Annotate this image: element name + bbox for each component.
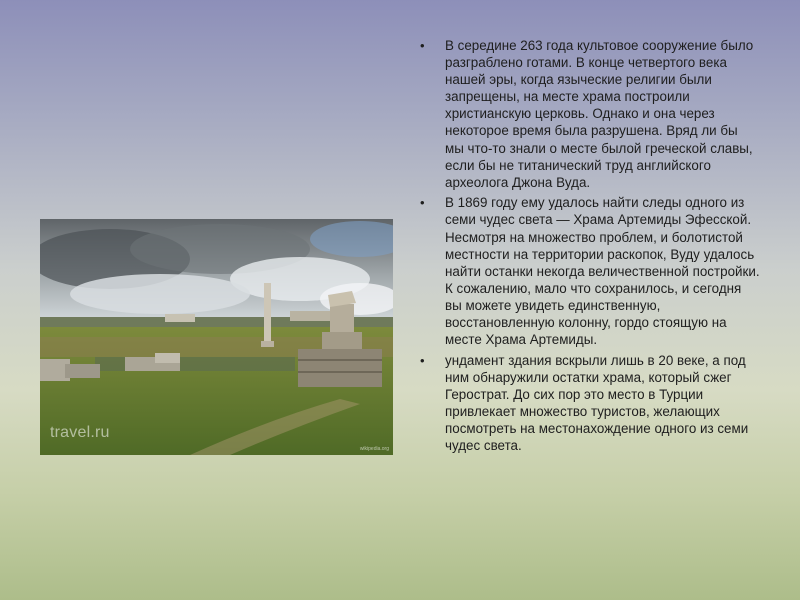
bullet-marker: • bbox=[420, 352, 425, 368]
bullet-item bbox=[420, 37, 760, 191]
bullet-text: В 1869 году ему удалось найти следы одного из семи чудес света — Храма Артемиды Эфесской. Несмотря на множество проблем, и болотистой местности на территории раскопок, Вуду удалось найти останки некогда величественной постройки. К сожалению, мало что сохранилось, и сегодня вы можете увидеть единственную, восстановленную колонну, гордо стоящую на месте Храма Артемиды. bbox=[445, 195, 760, 348]
photo-watermark: travel.ru bbox=[50, 424, 110, 441]
bullet-list bbox=[420, 37, 760, 454]
bullet-item bbox=[420, 194, 760, 348]
bullet-item bbox=[420, 352, 760, 455]
ruins-photo-illustration bbox=[40, 219, 393, 455]
ruins-photo bbox=[40, 219, 393, 455]
photo-credit: wikipedia.org bbox=[359, 446, 389, 452]
bullet-text: ундамент здания вскрыли лишь в 20 веке, а под ним обнаружили остатки храма, который сжег Герострат. До сих пор это место в Турции привлекает множество туристов, желающих посмотреть на местонахождение одного из семи чудес света. bbox=[445, 352, 749, 454]
bullet-text: В середине 263 года культовое сооружение было разграблено готами. В конце четвертого века нашей эры, когда языческие религии были запрещены, на месте храма построили христианскую церковь. Однако и она через некоторое время была разрушена. Вряд ли бы мы что-то знали о месте былой греческой славы, если бы не титанический труд английского археолога Джона Вуда. bbox=[445, 38, 754, 190]
text-block bbox=[420, 37, 760, 458]
bullet-marker: • bbox=[420, 38, 425, 53]
bullet-marker: • bbox=[420, 195, 425, 211]
